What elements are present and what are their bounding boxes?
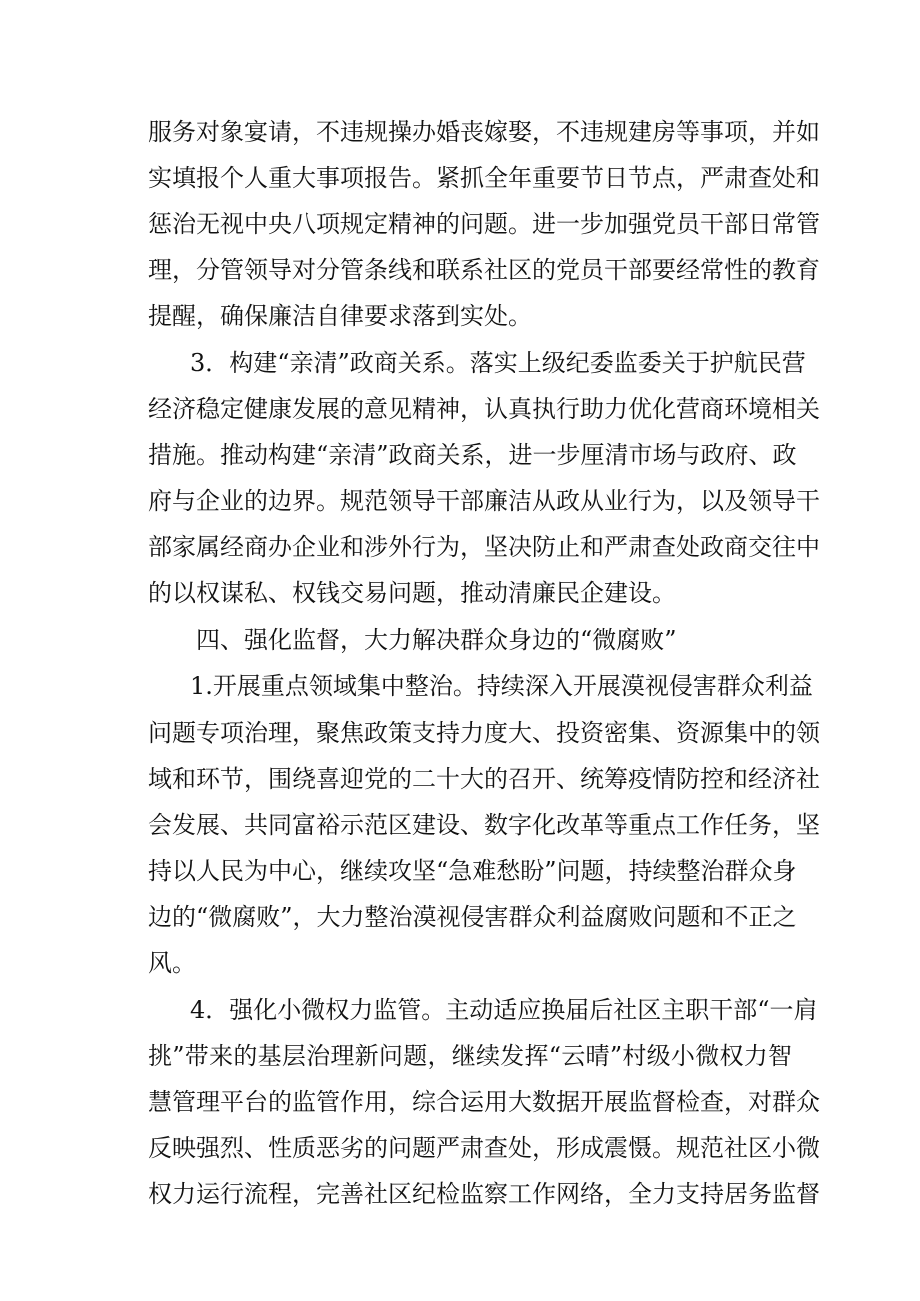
body-text-line: 风。	[148, 949, 196, 977]
paragraph-heading-4: 4．强化小微权力监管。主动适应换届后社区主职干部“一肩	[190, 996, 818, 1024]
body-text-line: 问题专项治理，聚焦政策支持力度大、投资密集、资源集中的领	[148, 719, 820, 747]
body-text-line: 提醒，确保廉洁自律要求落到实处。	[148, 302, 532, 330]
body-text-line: 部家属经商办企业和涉外行为，坚决防止和严肃查处政商交往中	[148, 533, 820, 561]
body-text-line: 反映强烈、性质恶劣的问题严肃查处，形成震慑。规范社区小微	[148, 1134, 820, 1162]
body-text-line: 措施。推动构建“亲清”政商关系，进一步厘清市场与政府、政	[148, 441, 797, 469]
body-text-line: 理，分管领导对分管条线和联系社区的党员干部要经常性的教育	[148, 256, 820, 284]
body-text-line: 的以权谋私、权钱交易问题，推动清廉民企建设。	[148, 579, 676, 607]
body-text-line: 域和环节，围绕喜迎党的二十大的召开、统筹疫情防控和经济社	[148, 765, 820, 793]
paragraph-heading-1: 1.开展重点领域集中整治。持续深入开展漠视侵害群众利益	[190, 672, 813, 700]
body-text-line: 经济稳定健康发展的意见精神，认真执行助力优化营商环境相关	[148, 395, 820, 423]
body-text-line: 挑”带来的基层治理新问题，继续发挥“云晴”村级小微权力智	[148, 1042, 792, 1070]
body-text-line: 实填报个人重大事项报告。紧抓全年重要节日节点，严肃查处和	[148, 164, 820, 192]
body-text-line: 惩治无视中央八项规定精神的问题。进一步加强党员干部日常管	[148, 210, 820, 238]
body-text-line: 府与企业的边界。规范领导干部廉洁从政从业行为，以及领导干	[148, 487, 820, 515]
body-text-line: 边的“微腐败”，大力整治漠视侵害群众利益腐败问题和不正之	[148, 903, 797, 931]
section-heading-4: 四、强化监督，大力解决群众身边的“微腐败”	[196, 626, 677, 654]
paragraph-heading-3: 3．构建“亲清”政商关系。落实上级纪委监委关于护航民营	[190, 349, 806, 377]
body-text-line: 会发展、共同富裕示范区建设、数字化改革等重点工作任务，坚	[148, 811, 820, 839]
body-text-line: 持以人民为中心，继续攻坚“急难愁盼”问题，持续整治群众身	[148, 857, 797, 885]
body-text-line: 服务对象宴请，不违规操办婚丧嫁娶，不违规建房等事项，并如	[148, 118, 820, 146]
body-text-line: 慧管理平台的监管作用，综合运用大数据开展监督检查，对群众	[148, 1088, 820, 1116]
body-text-line: 权力运行流程，完善社区纪检监察工作网络，全力支持居务监督	[148, 1180, 820, 1208]
